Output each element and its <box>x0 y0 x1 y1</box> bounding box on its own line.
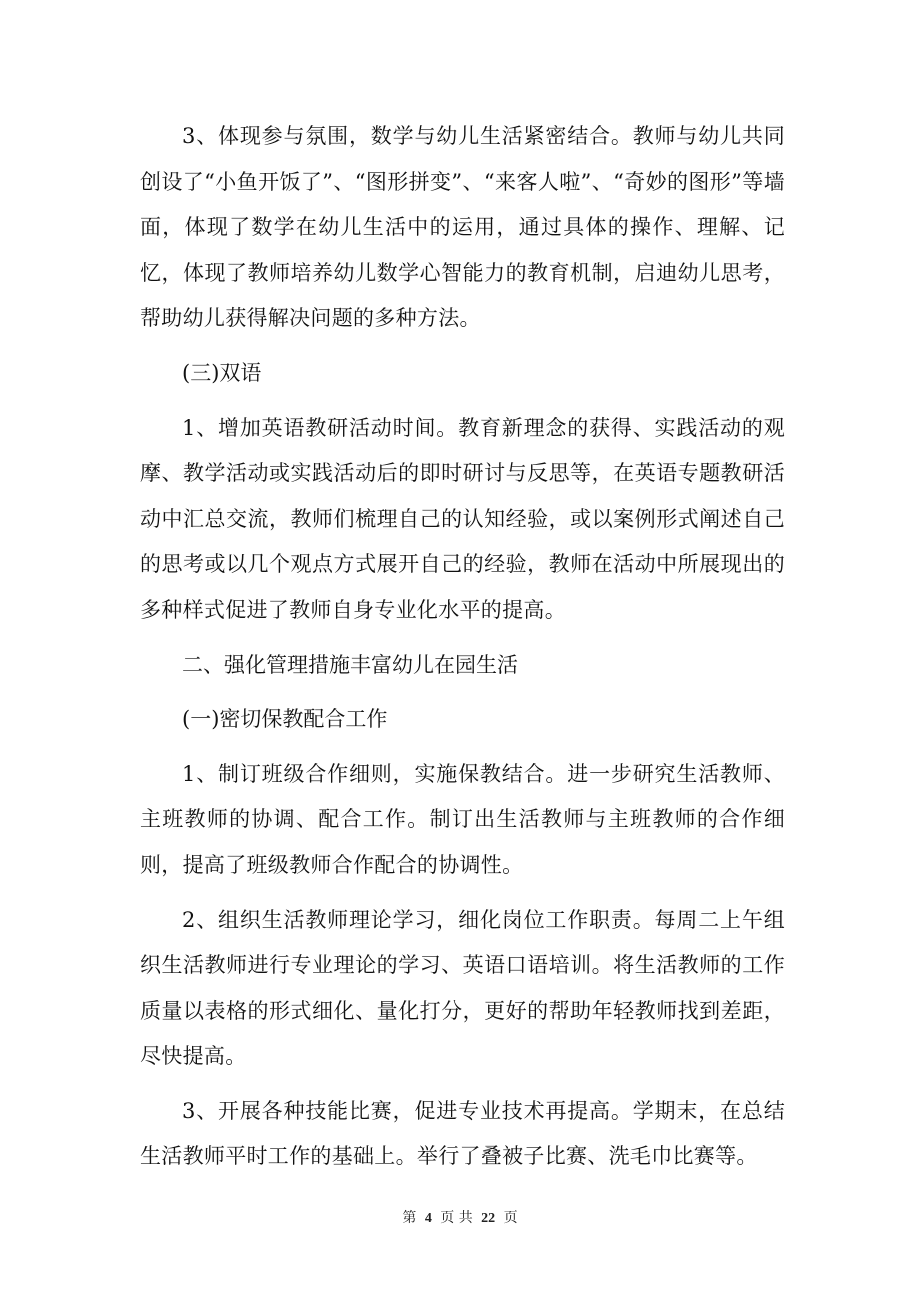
paragraph-theory-study: 2、组织生活教师理论学习，细化岗位工作职责。每周二上午组织生活教师进行专业理论的学习、英语口语培训。将生活教师的工作质量以表格的形式细化、量化打分，更好的帮助年轻教师找到差距，尽快提高。 <box>140 907 785 1069</box>
paragraph-class-cooperation: 1、制订班级合作细则，实施保教结合。进一步研究生活教师、主班教师的协调、配合工作。制订出生活教师与主班教师的合作细则，提高了班级教师合作配合的协调性。 <box>140 761 785 877</box>
paragraph-skill-competition: 3、开展各种技能比赛，促进专业技术再提高。学期末，在总结生活教师平时工作的基础上。举行了叠被子比赛、洗毛巾比赛等。 <box>140 1098 785 1169</box>
subsection-heading-care-education: (一)密切保教配合工作 <box>182 707 388 732</box>
paragraph-math-environment: 3、体现参与氛围，数学与幼儿生活紧密结合。教师与幼儿共同创设了“小鱼开饭了”、“图形拼变”、“来客人啦”、“奇妙的图形”等墙面，体现了数学在幼儿生活中的运用，通过具体的操作、理解、记忆，体现了教师培养幼儿数学心智能力的教育机制，启迪幼儿思考，帮助幼儿获得解决问题的多种方法。 <box>140 124 785 331</box>
paragraph-english-research: 1、增加英语教研活动时间。教育新理念的获得、实践活动的观摩、教学活动或实践活动后的即时研讨与反思等，在英语专题教研活动中汇总交流，教师们梳理自己的认知经验，或以案例形式阐述自己的思考或以几个观点方式展开自己的经验，教师在活动中所展现出的多种样式促进了教师自身专业化水平的提高。 <box>140 415 785 622</box>
section-heading-management: 二、强化管理措施丰富幼儿在园生活 <box>182 652 518 677</box>
current-page-number: 4 <box>424 1211 432 1226</box>
total-page-number: 22 <box>481 1211 496 1226</box>
footer-middle: 页 共 <box>440 1210 473 1226</box>
document-body <box>140 114 785 1180</box>
footer-prefix: 第 <box>402 1210 417 1226</box>
page-number-footer <box>0 1207 920 1227</box>
footer-suffix: 页 <box>503 1210 518 1226</box>
section-heading-bilingual: (三)双语 <box>182 360 262 385</box>
